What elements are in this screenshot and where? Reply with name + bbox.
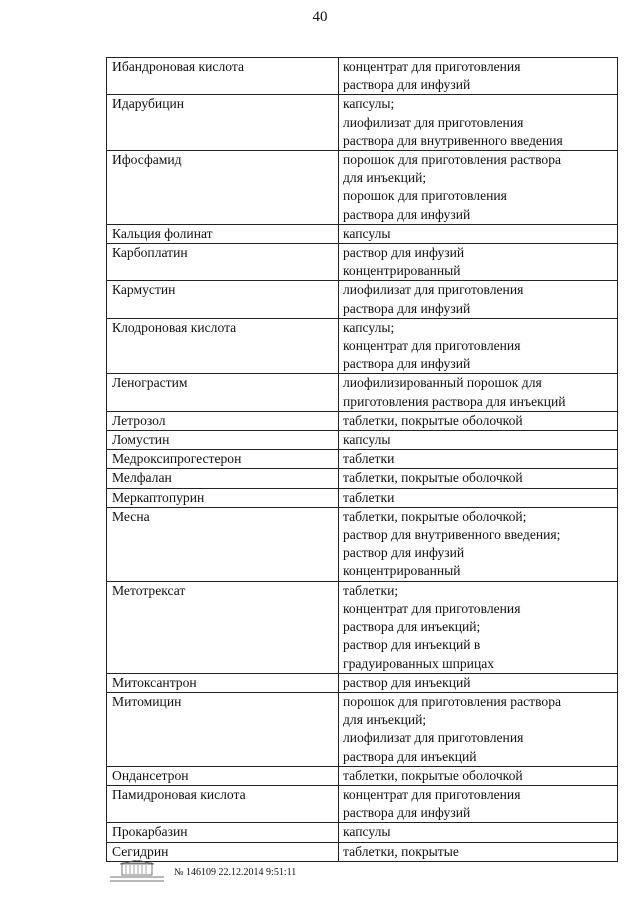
drug-name-cell <box>107 318 339 374</box>
table-row <box>107 842 618 861</box>
drug-name: Сегидрин <box>112 843 169 859</box>
dosage-form-line: лиофилизат для приготовления <box>343 282 524 298</box>
dosage-form-cell <box>339 450 618 469</box>
drug-name: Ломустин <box>112 432 170 448</box>
dosage-form-cell <box>339 58 618 95</box>
drug-name-cell <box>107 431 339 450</box>
table-row <box>107 507 618 581</box>
drug-table-body <box>107 58 618 862</box>
dosage-form-line: таблетки, покрытые <box>343 843 459 859</box>
drug-name: Идарубицин <box>112 96 185 112</box>
dosage-form-cell <box>339 224 618 243</box>
table-row <box>107 244 618 281</box>
table-row <box>107 692 618 766</box>
table-row <box>107 450 618 469</box>
dosage-form-line: для инъекций; <box>343 712 427 728</box>
dosage-form-line: концентрированный <box>343 263 461 279</box>
drug-name-cell <box>107 95 339 151</box>
drug-name-cell <box>107 488 339 507</box>
dosage-form-line: концентрат для приготовления <box>343 786 521 802</box>
dosage-form-cell <box>339 244 618 281</box>
dosage-form-cell <box>339 507 618 581</box>
drug-name-cell <box>107 151 339 225</box>
dosage-form-cell <box>339 842 618 861</box>
drug-name: Летрозол <box>112 412 166 428</box>
dosage-form-line: раствор для внутривенного введения; <box>343 527 561 543</box>
table-row <box>107 581 618 673</box>
dosage-form-line: порошок для приготовления <box>343 188 507 204</box>
table-row <box>107 281 618 318</box>
drug-name-cell <box>107 823 339 842</box>
table-row <box>107 673 618 692</box>
dosage-form-line: раствор для инфузий <box>343 545 465 561</box>
drug-name-cell <box>107 507 339 581</box>
dosage-form-line: концентрат для приготовления <box>343 600 521 616</box>
dosage-form-line: таблетки; <box>343 582 399 598</box>
dosage-form-line: таблетки <box>343 489 395 505</box>
dosage-form-cell <box>339 411 618 430</box>
table-row <box>107 151 618 225</box>
drug-name: Ибандроновая кислота <box>112 59 245 74</box>
drug-name-cell <box>107 411 339 430</box>
drug-name: Клодроновая кислота <box>112 319 237 335</box>
dosage-form-line: капсулы; <box>343 319 395 335</box>
dosage-form-line: порошок для приготовления раствора <box>343 152 562 168</box>
dosage-form-line: таблетки, покрытые оболочкой <box>343 412 523 428</box>
drug-name-cell <box>107 469 339 488</box>
table-row <box>107 374 618 411</box>
drug-name-cell <box>107 785 339 822</box>
table-row <box>107 411 618 430</box>
dosage-form-line: раствора для инфузий <box>343 300 471 316</box>
drug-name-cell <box>107 692 339 766</box>
table-row <box>107 58 618 95</box>
dosage-form-cell <box>339 785 618 822</box>
drug-name: Меркаптопурин <box>112 489 205 505</box>
dosage-form-line: таблетки, покрытые оболочкой; <box>343 508 527 524</box>
drug-name: Месна <box>112 508 150 524</box>
dosage-form-line: капсулы <box>343 824 391 840</box>
dosage-form-line: раствора для инъекций <box>343 748 477 764</box>
table-row <box>107 488 618 507</box>
drug-name: Карбоплатин <box>112 245 188 261</box>
drug-name-cell <box>107 450 339 469</box>
dosage-form-cell <box>339 766 618 785</box>
drug-table <box>106 57 618 862</box>
drug-name-cell <box>107 58 339 95</box>
table-row <box>107 469 618 488</box>
table-row <box>107 95 618 151</box>
drug-name-cell <box>107 224 339 243</box>
dosage-form-line: лиофилизат для приготовления <box>343 730 524 746</box>
dosage-form-line: для инъекций; <box>343 170 427 186</box>
dosage-form-cell <box>339 431 618 450</box>
dosage-form-line: раствор для инъекций <box>343 674 471 690</box>
drug-name: Кальция фолинат <box>112 225 213 241</box>
dosage-form-line: раствора для инфузий <box>343 206 471 222</box>
drug-name-cell <box>107 374 339 411</box>
dosage-form-cell <box>339 469 618 488</box>
dosage-form-cell <box>339 151 618 225</box>
drug-name: Митоксантрон <box>112 674 197 690</box>
table-row <box>107 823 618 842</box>
dosage-form-line: раствора для инфузий <box>343 77 471 93</box>
dosage-form-cell <box>339 823 618 842</box>
drug-name-cell <box>107 281 339 318</box>
dosage-form-line: лиофилизат для приготовления <box>343 114 524 130</box>
dosage-form-cell <box>339 673 618 692</box>
table-row <box>107 766 618 785</box>
table-row <box>107 318 618 374</box>
dosage-form-line: концентрат для приготовления <box>343 338 521 354</box>
table-row <box>107 431 618 450</box>
drug-name-cell <box>107 842 339 861</box>
drug-name-cell <box>107 244 339 281</box>
dosage-form-line: градуированных шприцах <box>343 655 495 671</box>
dosage-form-line: раствор для инфузий <box>343 245 465 261</box>
dosage-form-cell <box>339 318 618 374</box>
dosage-form-line: порошок для приготовления раствора <box>343 693 562 709</box>
dosage-form-line: раствора для внутривенного введения <box>343 132 563 148</box>
drug-name: Ондансетрон <box>112 767 189 783</box>
drug-name: Медроксипрогестерон <box>112 451 242 467</box>
drug-name: Ифосфамид <box>112 152 182 168</box>
dosage-form-cell <box>339 95 618 151</box>
dosage-form-line: раствора для инфузий <box>343 356 471 372</box>
table-row <box>107 224 618 243</box>
dosage-form-line: раствора для инъекций; <box>343 619 481 635</box>
drug-name: Памидроновая кислота <box>112 786 246 802</box>
dosage-form-line: капсулы; <box>343 96 395 112</box>
drug-name: Прокарбазин <box>112 824 188 840</box>
dosage-form-line: капсулы <box>343 432 391 448</box>
drug-name-cell <box>107 673 339 692</box>
document-info: № 146109 22.12.2014 9:51:11 <box>174 866 297 878</box>
footer <box>108 860 296 884</box>
drug-name: Митомицин <box>112 693 182 709</box>
dosage-form-line: капсулы <box>343 225 391 241</box>
dosage-form-cell <box>339 581 618 673</box>
drug-name: Метотрексат <box>112 582 186 598</box>
drug-name: Кармустин <box>112 282 176 298</box>
dosage-form-cell <box>339 281 618 318</box>
drug-name: Ленограстим <box>112 375 188 391</box>
building-stamp-icon <box>108 860 166 884</box>
dosage-form-line: таблетки, покрытые оболочкой <box>343 767 523 783</box>
dosage-form-line: концентрированный <box>343 563 461 579</box>
dosage-form-line: лиофилизированный порошок для <box>343 375 542 391</box>
drug-name-cell <box>107 581 339 673</box>
dosage-form-line: таблетки <box>343 451 395 467</box>
dosage-form-cell <box>339 692 618 766</box>
dosage-form-line: концентрат для приготовления <box>343 59 521 74</box>
dosage-form-cell <box>339 488 618 507</box>
page-number: 40 <box>312 9 328 25</box>
dosage-form-line: раствор для инъекций в <box>343 637 481 653</box>
dosage-form-line: таблетки, покрытые оболочкой <box>343 470 523 486</box>
dosage-form-line: приготовления раствора для инъекций <box>343 393 566 409</box>
dosage-form-line: раствора для инфузий <box>343 805 471 821</box>
table-row <box>107 785 618 822</box>
dosage-form-cell <box>339 374 618 411</box>
drug-name: Мелфалан <box>112 470 172 486</box>
drug-name-cell <box>107 766 339 785</box>
